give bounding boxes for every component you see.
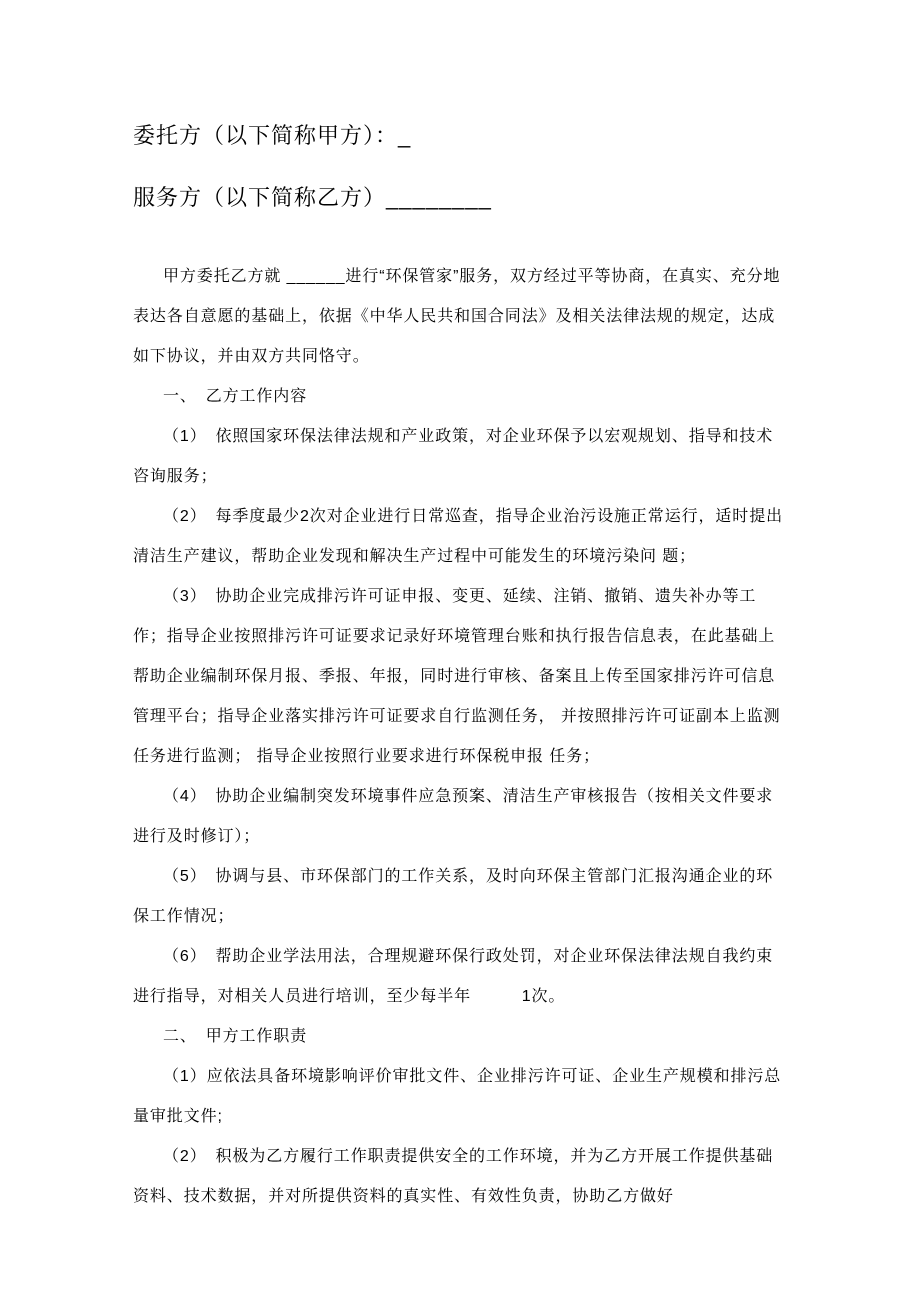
section-1-item-5: （5） 协调与县、市环保部门的工作关系，及时向环保主管部门汇报沟通企业的环保工作情况； bbox=[133, 868, 774, 925]
contract-body bbox=[133, 257, 789, 1217]
section-2-heading: 二、 甲方工作职责 bbox=[163, 1028, 308, 1045]
party-a-line: 委托方（以下简称甲方）：_ bbox=[133, 123, 412, 148]
party-b-line: 服务方（以下简称乙方）________ bbox=[133, 185, 492, 210]
section-1-heading: 一、 乙方工作内容 bbox=[163, 388, 308, 405]
section-2-item-2: （2） 积极为乙方履行工作职责提供安全的工作环境，并为乙方开展工作提供基础资料、技术数据，并对所提供资料的真实性、有效性负责，协助乙方做好 bbox=[133, 1148, 774, 1205]
section-2-item-1: （1）应依法具备环境影响评价审批文件、企业排污许可证、企业生产规模和排污总量审批文件; bbox=[133, 1068, 782, 1125]
section-1-item-1: （1） 依照国家环保法律法规和产业政策，对企业环保予以宏观规划、指导和技术咨询服务； bbox=[133, 428, 774, 485]
section-1-item-3: （3） 协助企业完成排污许可证申报、变更、延续、注销、撤销、遗失补办等工作；指导企业按照排污许可证要求记录好环境管理台账和执行报告信息表，在此基础上帮助企业编制环保月报、季报、年报，同时进行审核、备案且上传至国家排污许可信息管理平台；指导企业落实排污许可证要求自行监测任务， 并按照排污许可证副本上监测任务进行监测； 指导企业按照行业要求进行环保税申报 任务； bbox=[133, 588, 781, 765]
section-1-item-2: （2） 每季度最少2次对企业进行日常巡查，指导企业治污设施正常运行，适时提出清洁生产建议，帮助企业发现和解决生产过程中可能发生的环境污染问 题； bbox=[133, 508, 783, 565]
intro-paragraph: 甲方委托乙方就 ______进行“环保管家”服务，双方经过平等协商，在真实、充分地表达各自意愿的基础上，依据《中华人民共和国合同法》及相关法律法规的规定，达成如下协议，并由双方共同恪守。 bbox=[133, 268, 781, 365]
section-1-item-4: （4） 协助企业编制突发环境事件应急预案、清洁生产审核报告（按相关文件要求进行及时修订）； bbox=[133, 788, 774, 845]
section-1-item-6: （6） 帮助企业学法用法，合理规避环保行政处罚，对企业环保法律法规自我约束进行指导，对相关人员进行培训，至少每半年 1次。 bbox=[133, 948, 774, 1005]
document-content bbox=[133, 105, 789, 1217]
